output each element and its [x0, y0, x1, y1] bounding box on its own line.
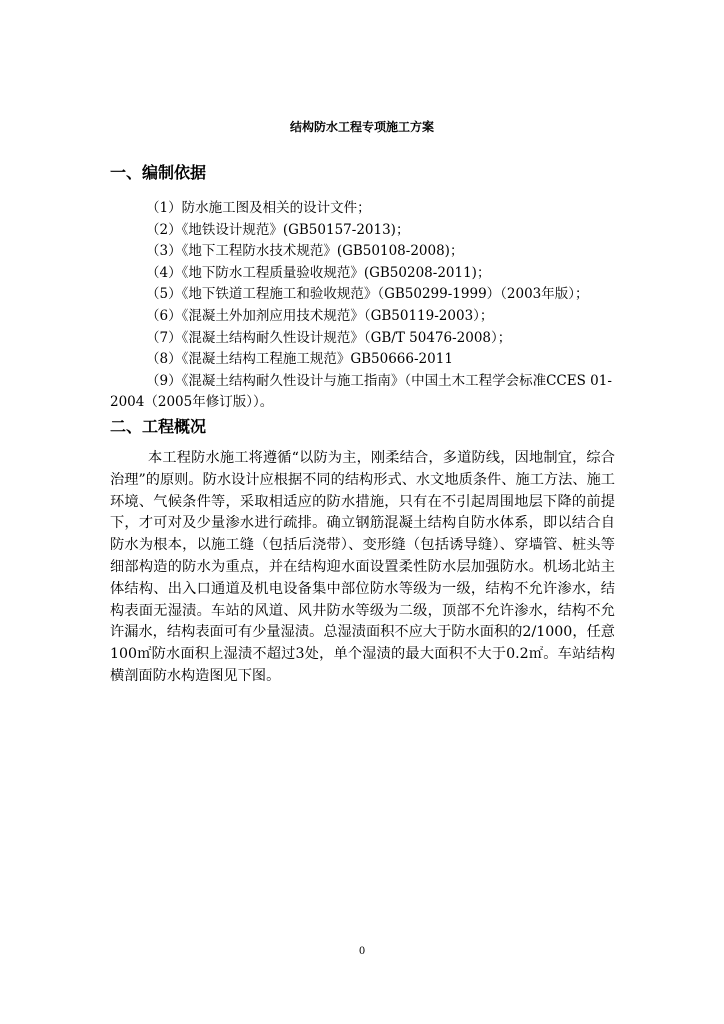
list-item: （4）《地下防水工程质量验收规范》(GB50208-2011)； [146, 264, 491, 281]
list-item: （5）《地下铁道工程施工和验收规范》（GB50299-1999）（2003年版）； [146, 286, 589, 303]
document-title: 结构防水工程专项施工方案 [289, 120, 434, 134]
section-heading-basis: 一、编制依据 [110, 163, 207, 182]
page-number: 0 [358, 946, 366, 957]
section-heading-overview: 二、工程概况 [110, 417, 207, 436]
list-item: （8）《混凝土结构工程施工规范》GB50666-2011 [146, 351, 453, 368]
list-item: （7）《混凝土结构耐久性设计规范》（GB/T 50476-2008）； [146, 329, 512, 346]
reference-list [110, 198, 615, 414]
list-item: （2）《地铁设计规范》(GB50157-2013)； [146, 221, 410, 238]
list-item: （3）《地下工程防水技术规范》(GB50108-2008)； [146, 243, 464, 260]
list-item: （6）《混凝土外加剂应用技术规范》（GB50119-2003）； [146, 307, 494, 324]
list-item: （9）《混凝土结构耐久性设计与施工指南》（中国土木工程学会标准CCES 01-2004（2005年修订版））。 [110, 372, 612, 411]
list-item: （1）防水施工图及相关的设计文件； [146, 200, 371, 216]
overview-paragraph: 本工程防水施工将遵循“以防为主，刚柔结合，多道防线，因地制宜，综合治理”的原则。防水设计应根据不同的结构形式、水文地质条件、施工方法、施工环境、气候条件等，采取相适应的防水措施，只有在不引起周围地层下降的前提下，才可对及少量渗水进行疏排。确立钢筋混凝土结构自防水体系，即以结合自防水为根本，以施工缝（包括后浇带）、变形缝（包括诱导缝）、穿墙管、桩头等细部构造的防水为重点，并在结构迎水面设置柔性防水层加强防水。机场北站主体结构、出入口通道及机电设备集中部位防水等级为一级，结构不允许渗水，结构表面无湿渍。车站的风道、风井防水等级为二级，顶部不允许渗水，结构不允许漏水，结构表面可有少量湿渍。总湿渍面积不应大于防水面积的2/1000，任意100㎡防水面积上湿渍不超过3处，单个湿渍的最大面积不大于0.2㎡。车站结构横剖面防水构造图见下图。 [110, 450, 615, 684]
